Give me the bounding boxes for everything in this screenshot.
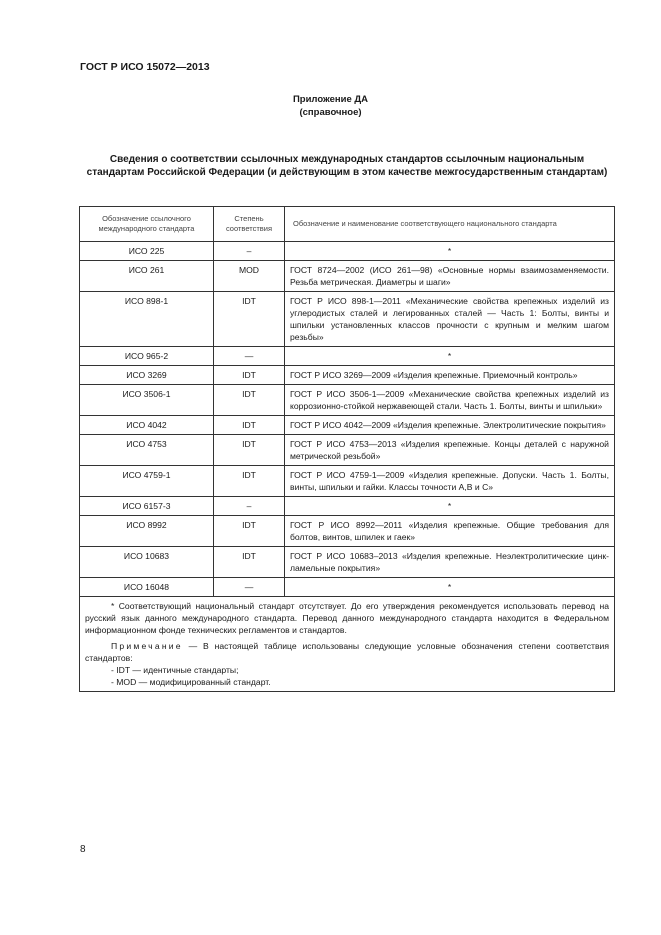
table-row [80,435,615,466]
cell-degree: MOD [214,261,285,292]
footnote: * Соответствующий национальный стандарт отсутствует. До его утверждения рекомендуется использовать перевод на русский язык данного международного стандарта. Перевод данного международного стандарта находится в Федеральном информационном фонде технических регламентов и стандартов. [85,601,609,635]
standards-table [79,206,615,692]
cell-degree: IDT [214,435,285,466]
cell-reference: ИСО 261 [80,261,214,292]
cell-degree: IDT [214,416,285,435]
note-item-mod: - MOD — модифицированный стандарт. [111,677,271,687]
table-row [80,466,615,497]
table-row [80,261,615,292]
cell-degree: — [214,347,285,366]
col-header-reference: Обозначение ссылочного международного стандарта [80,207,214,242]
table-row [80,416,615,435]
cell-degree: IDT [214,385,285,416]
appendix-block [0,94,661,119]
cell-national: ГОСТ Р ИСО 4759-1—2009 «Изделия крепежные. Допуски. Часть 1. Болты, винты, шпильки и гайки. Классы точности A,B и C» [285,466,615,497]
appendix-subtitle: (справочное) [299,106,362,118]
cell-national: * [285,497,615,516]
col-header-national: Обозначение и наименование соответствующего национального стандарта [285,207,615,242]
table-row [80,516,615,547]
cell-reference: ИСО 225 [80,242,214,261]
note-text: — В настоящей таблице использованы следующие условные обозначения степени соответствия стандартов: [85,641,609,663]
cell-reference: ИСО 4759-1 [80,466,214,497]
cell-degree: – [214,497,285,516]
cell-national: * [285,242,615,261]
cell-reference: ИСО 965-2 [80,347,214,366]
cell-degree: IDT [214,466,285,497]
cell-reference: ИСО 3269 [80,366,214,385]
cell-reference: ИСО 4042 [80,416,214,435]
table-notes-row [80,597,615,692]
cell-national: * [285,578,615,597]
cell-degree: IDT [214,366,285,385]
section-heading: Сведения о соответствии ссылочных международных стандартов ссылочным национальным стандартам Российской Федерации (и действующим в этом качестве межгосударственным стандартам) [86,154,608,178]
appendix-title: Приложение ДА [292,94,369,105]
table-row [80,547,615,578]
cell-national: ГОСТ Р ИСО 4042—2009 «Изделия крепежные. Электролитические покрытия» [285,416,615,435]
document-code: ГОСТ Р ИСО 15072—2013 [80,61,210,73]
cell-degree: — [214,578,285,597]
cell-reference: ИСО 4753 [80,435,214,466]
cell-national: ГОСТ Р ИСО 4753—2013 «Изделия крепежные. Концы деталей с наружной метрической резьбой» [285,435,615,466]
table-row [80,497,615,516]
cell-national: ГОСТ Р ИСО 3269—2009 «Изделия крепежные. Приемочный контроль» [285,366,615,385]
cell-degree: IDT [214,292,285,347]
cell-national: ГОСТ Р ИСО 10683–2013 «Изделия крепежные. Неэлектролитические цинк-ламельные покрытия» [285,547,615,578]
note [85,640,609,664]
table-notes [80,597,615,692]
page-number: 8 [80,844,86,855]
cell-national: ГОСТ Р ИСО 8992—2011 «Изделия крепежные. Общие требования для болтов, винтов, шпилек и гаек» [285,516,615,547]
table-row [80,366,615,385]
note-item-idt: - IDT — идентичные стандарты; [111,665,239,675]
table-row [80,578,615,597]
table-row [80,347,615,366]
cell-reference: ИСО 898-1 [80,292,214,347]
cell-reference: ИСО 3506-1 [80,385,214,416]
cell-degree: IDT [214,547,285,578]
note-label: Примечание [111,641,183,651]
cell-degree: IDT [214,516,285,547]
cell-national: ГОСТ Р ИСО 898-1—2011 «Механические свойства крепежных изделий из углеродистых сталей и легированных сталей — Часть 1: Болты, винты и шпильки установленных классов прочности с крупным и мелким шагом резьбы» [285,292,615,347]
cell-national: * [285,347,615,366]
cell-degree: – [214,242,285,261]
table-row [80,242,615,261]
table-row [80,385,615,416]
table-row [80,292,615,347]
col-header-degree: Степень соответствия [214,207,285,242]
table-header-row [80,207,615,242]
cell-reference: ИСО 8992 [80,516,214,547]
cell-reference: ИСО 16048 [80,578,214,597]
cell-reference: ИСО 6157-3 [80,497,214,516]
cell-national: ГОСТ 8724—2002 (ИСО 261—98) «Основные нормы взаимозаменяемости. Резьба метрическая. Диаметры и шаги» [285,261,615,292]
cell-reference: ИСО 10683 [80,547,214,578]
cell-national: ГОСТ Р ИСО 3506-1—2009 «Механические свойства крепежных изделий из коррозионно-стойкой нержавеющей стали. Часть 1. Болты, винты и шпильки» [285,385,615,416]
